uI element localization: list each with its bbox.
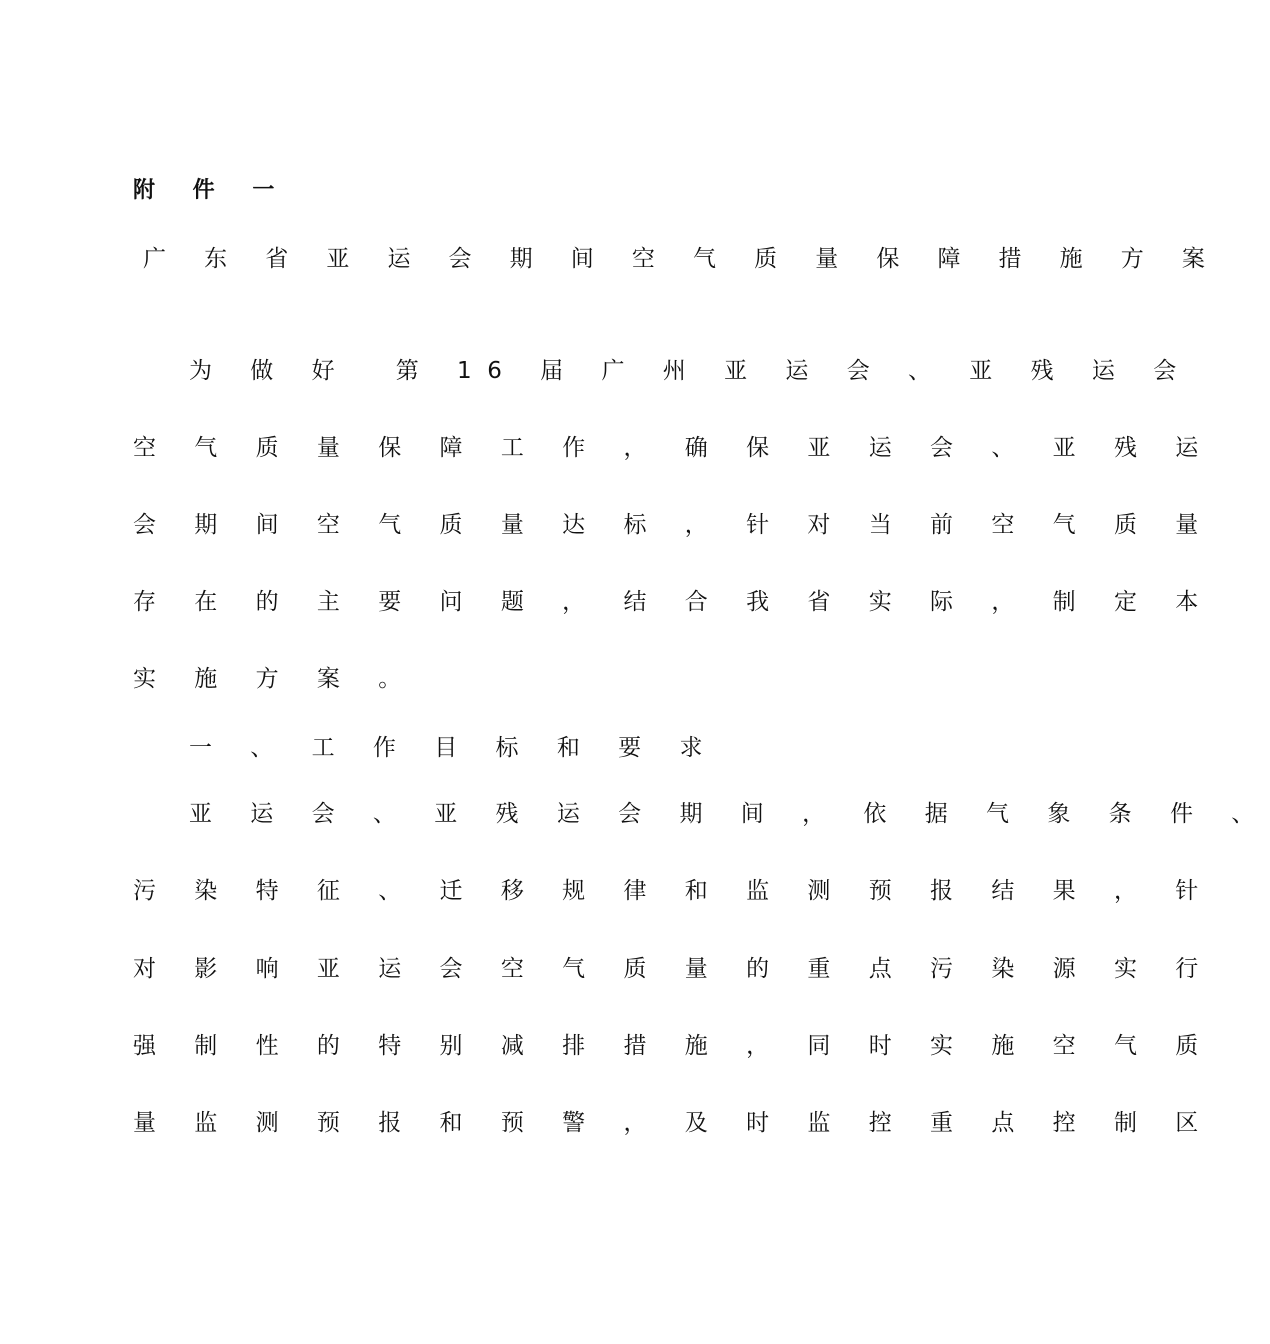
- paragraph-1-line-3: 会 期 间 空 气 质 量 达 标 ， 针 对 当 前 空 气 质 量: [133, 512, 1214, 538]
- paragraph-1-line-2: 空 气 质 量 保 障 工 作 ， 确 保 亚 运 会 、 亚 残 运: [133, 435, 1214, 461]
- document-title: 广 东 省 亚 运 会 期 间 空 气 质 量 保 障 措 施 方 案: [143, 246, 1221, 272]
- section-1-heading: 一 、 工 作 目 标 和 要 求: [189, 735, 718, 761]
- paragraph-2-line-5: 量 监 测 预 报 和 预 警 ， 及 时 监 控 重 点 控 制 区: [133, 1110, 1214, 1136]
- paragraph-2-line-4: 强 制 性 的 特 别 减 排 措 施 ， 同 时 实 施 空 气 质: [133, 1033, 1214, 1059]
- paragraph-2-line-1: 亚 运 会 、 亚 残 运 会 期 间 ， 依 据 气 象 条 件 、: [189, 801, 1270, 827]
- paragraph-2-line-3: 对 影 响 亚 运 会 空 气 质 量 的 重 点 污 染 源 实 行: [133, 956, 1214, 982]
- paragraph-1-line-5: 实 施 方 案 。: [133, 666, 417, 692]
- paragraph-1-line-4: 存 在 的 主 要 问 题 ， 结 合 我 省 实 际 ， 制 定 本: [133, 589, 1214, 615]
- paragraph-2-line-2: 污 染 特 征 、 迁 移 规 律 和 监 测 预 报 结 果 ， 针: [133, 878, 1214, 904]
- attachment-label: 附 件 一: [133, 178, 290, 203]
- paragraph-1-line-1: 为 做 好 第 16 届 广 州 亚 运 会 、 亚 残 运 会: [189, 358, 1192, 384]
